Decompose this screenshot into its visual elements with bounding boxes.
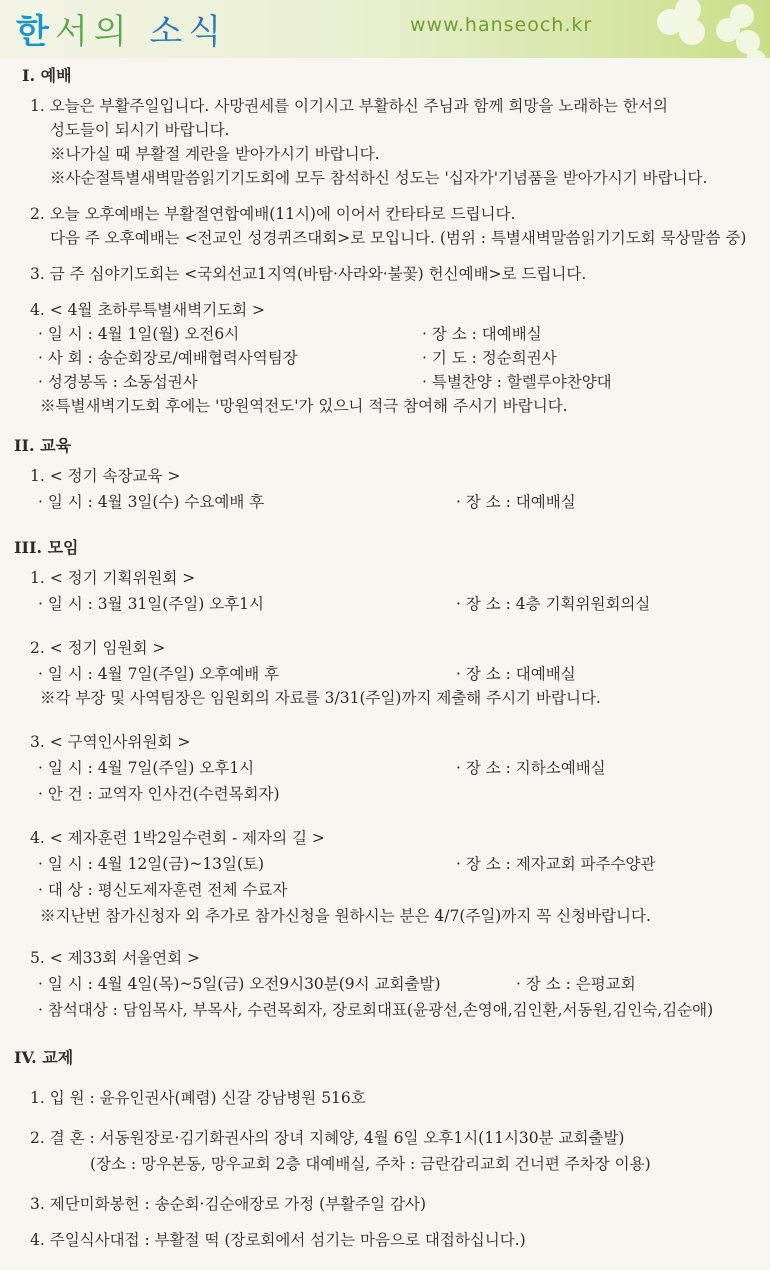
title-news: 소식 — [149, 12, 228, 52]
text-line: ※사순절특별새벽말씀읽기기도회에 모두 참석하신 성도는 '십자가'기념품을 받아가시기 바랍니다. — [50, 169, 708, 187]
text-line: 성도들이 되시기 바랍니다. — [50, 121, 230, 139]
text-line: · 일 시 : 4월 12일(금)~13일(토) — [38, 855, 265, 873]
text-line: 3. 제단미화봉헌 : 송순회·김순애장로 가정 (부활주일 감사) — [30, 1195, 427, 1213]
text-line: 다음 주 오후예배는 <전교인 성경퀴즈대회>로 모입니다. (범위 : 특별새벽말씀읽기기도회 묵상말씀 중) — [50, 229, 747, 247]
text-line: · 대 상 : 평신도제자훈련 전체 수료자 — [38, 881, 288, 899]
title-char-seo: 서의 — [54, 12, 133, 52]
text-line: 1. < 정기 속장교육 > — [30, 467, 181, 485]
location-line: · 장 소 : 대예배실 — [456, 493, 576, 511]
title-char-han: 한 — [16, 12, 55, 52]
text-line: · 참석대상 : 담임목사, 부목사, 수련목회자, 장로회대표(윤광선,손영애,김인환,서동원,김인숙,김순애) — [38, 1001, 714, 1019]
location-line: · 장 소 : 4층 기획위원회의실 — [456, 595, 651, 613]
section-heading: IV. 교제 — [14, 1048, 74, 1067]
text-line: ※특별새벽기도회 후에는 '망원역전도'가 있으니 적극 참여해 주시기 바랍니다. — [40, 397, 568, 415]
text-line: ※각 부장 및 사역팀장은 임원회의 자료를 3/31(주일)까지 제출해 주시기 바랍니다. — [40, 689, 601, 707]
text-line: 2. 결 혼 : 서동원장로·김기화권사의 장녀 지혜양, 4월 6일 오후1시(11시30분 교회출발) — [30, 1129, 625, 1147]
text-line: (장소 : 망우본동, 망우교회 2층 대예배실, 주차 : 금란감리교회 건너편 주차장 이용) — [90, 1155, 651, 1173]
text-line: 3. < 구역인사위원회 > — [30, 733, 191, 751]
location-line: · 장 소 : 대예배실 — [422, 325, 542, 343]
text-line: 1. 입 원 : 윤유인권사(폐렴) 신갈 강남병원 516호 — [30, 1089, 366, 1107]
newsletter-title — [16, 4, 227, 53]
location-line: · 특별찬양 : 할렐루야찬양대 — [422, 373, 612, 391]
text-line: 4. 주일식사대접 : 부활절 떡 (장로회에서 섬기는 마음으로 대접하십니다.) — [30, 1231, 526, 1249]
text-line: 2. 오늘 오후예배는 부활절연합예배(11시)에 이어서 칸타타로 드립니다. — [30, 205, 516, 223]
location-line: · 장 소 : 은평교회 — [516, 975, 636, 993]
text-line: ※나가실 때 부활절 계란을 받아가시기 바랍니다. — [50, 145, 380, 163]
clover-decoration-icon — [630, 0, 770, 58]
text-line: · 안 건 : 교역자 인사건(수련목회자) — [38, 785, 280, 803]
text-line: · 일 시 : 4월 7일(주일) 오후1시 — [38, 759, 255, 777]
text-line: 5. < 제33회 서울연회 > — [30, 949, 201, 967]
text-line: 2. < 정기 임원회 > — [30, 639, 166, 657]
text-line: · 일 시 : 4월 7일(주일) 오후예배 후 — [38, 665, 280, 683]
text-line: · 일 시 : 4월 4일(목)~5일(금) 오전9시30분(9시 교회출발) — [38, 975, 441, 993]
section-heading: II. 교육 — [14, 436, 72, 455]
text-line: · 사 회 : 송순회장로/예배협력사역팀장 — [38, 349, 298, 367]
text-line: · 일 시 : 4월 3일(수) 수요예배 후 — [38, 493, 265, 511]
text-line: 1. < 정기 기획위원회 > — [30, 569, 196, 587]
location-line: · 장 소 : 제자교회 파주수양관 — [456, 855, 656, 873]
location-line: · 장 소 : 대예배실 — [456, 665, 576, 683]
website-url[interactable]: www.hanseoch.kr — [410, 14, 593, 36]
location-line: · 장 소 : 지하소예배실 — [456, 759, 606, 777]
text-line: ※지난번 참가신청자 외 추가로 참가신청을 원하시는 분은 4/7(주일)까지 꼭 신청바랍니다. — [40, 907, 651, 925]
location-line: · 기 도 : 정순희권사 — [422, 349, 557, 367]
section-heading: I. 예배 — [22, 66, 72, 85]
text-line: 3. 금 주 심야기도회는 <국외선교1지역(바탐·사라와·불꽃) 헌신예배>로 드립니다. — [30, 265, 587, 283]
text-line: 4. < 제자훈련 1박2일수련회 - 제자의 길 > — [30, 829, 325, 847]
text-line: · 일 시 : 3월 31일(주일) 오후1시 — [38, 595, 265, 613]
text-line: · 일 시 : 4월 1일(월) 오전6시 — [38, 325, 240, 343]
text-line: 4. < 4월 초하루특별새벽기도회 > — [30, 301, 266, 319]
text-line: 1. 오늘은 부활주일입니다. 사망권세를 이기시고 부활하신 주님과 함께 희망을 노래하는 한서의 — [30, 97, 668, 115]
section-heading: III. 모임 — [14, 538, 79, 557]
text-line: · 성경봉독 : 소동섭권사 — [38, 373, 198, 391]
newsletter-header — [0, 0, 770, 58]
